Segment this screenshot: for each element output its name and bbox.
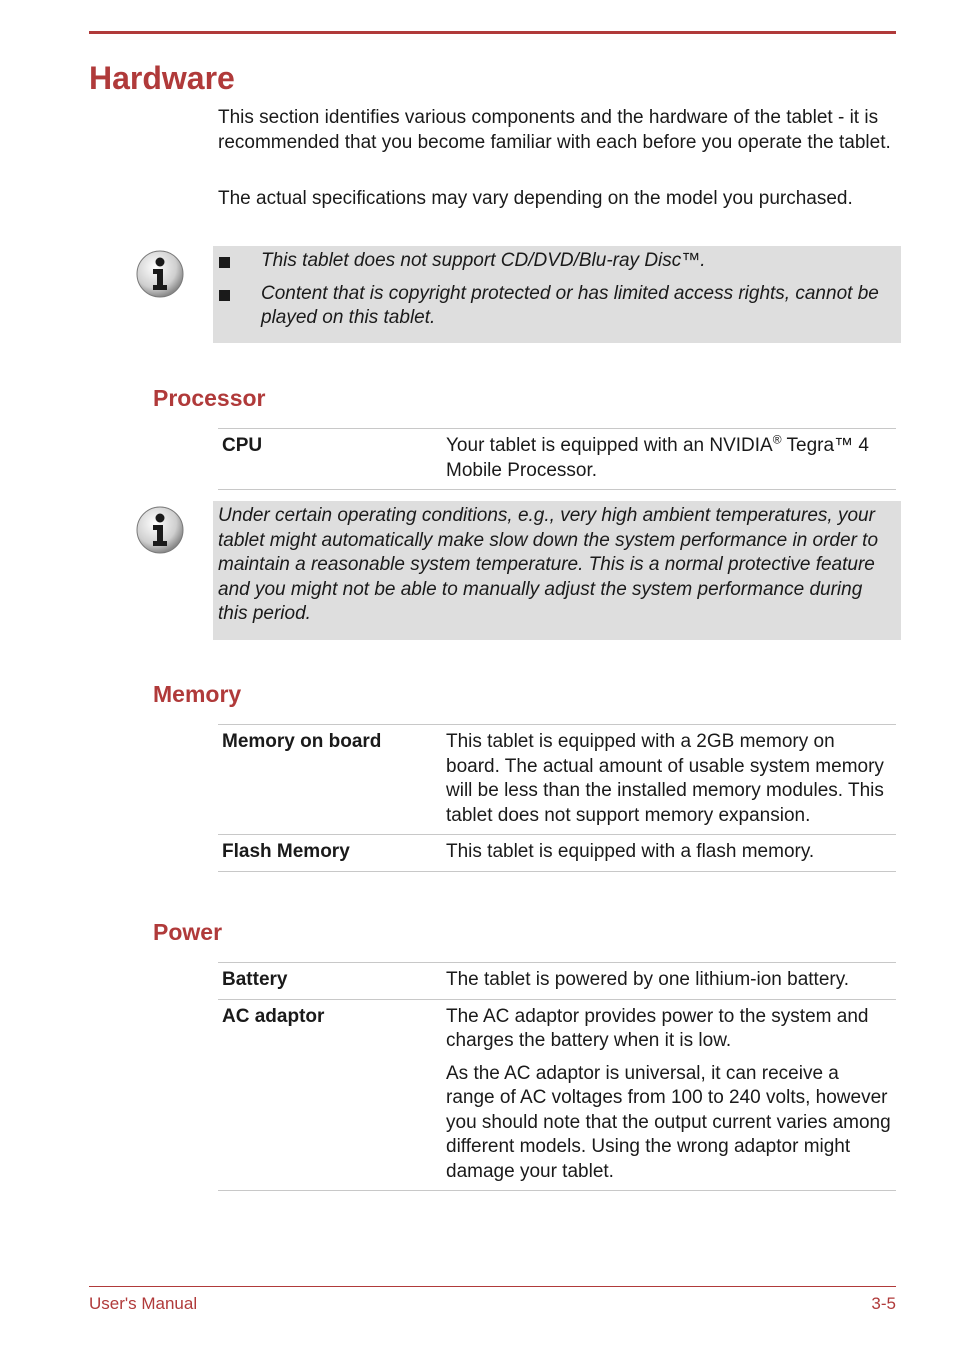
ac-adaptor-paragraph-2: As the AC adaptor is universal, it can receive a range of AC voltages from 100 to 240 volts, however you should note that the output current varies among different models. Using the wrong adaptor might damage your tablet. bbox=[446, 1062, 891, 1182]
power-table bbox=[218, 962, 896, 1191]
cpu-text-tail: Tegra™ 4 Mobile Processor. bbox=[446, 435, 869, 481]
battery-description: The tablet is powered by one lithium-ion battery. bbox=[442, 963, 896, 1000]
section-heading-memory: Memory bbox=[153, 681, 242, 707]
section-heading-processor: Processor bbox=[153, 385, 266, 411]
footer-manual-title: User's Manual bbox=[89, 1294, 198, 1313]
table-row bbox=[218, 725, 896, 835]
info-icon bbox=[135, 249, 185, 299]
square-bullet-icon bbox=[219, 290, 230, 301]
processor-note-text: Under certain operating conditions, e.g., very high ambient temperatures, your tablet might automatically make slow down the system performance in order to maintain a reasonable system temperature. This is a normal protective feature and you might not be able to manually adjust the system performance during this period. bbox=[218, 505, 879, 624]
battery-label: Battery bbox=[218, 963, 442, 1000]
table-row bbox=[218, 429, 896, 490]
intro-paragraph-2: The actual specifications may vary depending on the model you purchased. bbox=[218, 188, 853, 209]
memory-on-board-description: This tablet is equipped with a 2GB memory on board. The actual amount of usable system memory will be less than the installed memory modules. This tablet does not support memory expansion. bbox=[442, 725, 896, 835]
top-rule bbox=[89, 31, 896, 34]
note-box-processor bbox=[213, 501, 901, 640]
ac-adaptor-label: AC adaptor bbox=[218, 999, 442, 1191]
footer-page-number: 3-5 bbox=[871, 1294, 896, 1313]
memory-table bbox=[218, 724, 896, 872]
flash-memory-label: Flash Memory bbox=[218, 835, 442, 872]
info-icon bbox=[135, 505, 185, 555]
note-box-disc bbox=[213, 246, 901, 343]
note-item-text: This tablet does not support CD/DVD/Blu-ray Disc™. bbox=[261, 250, 706, 271]
table-row bbox=[218, 835, 896, 872]
square-bullet-icon bbox=[219, 257, 230, 268]
table-row bbox=[218, 963, 896, 1000]
note-list-item bbox=[213, 249, 901, 274]
cpu-label: CPU bbox=[218, 429, 442, 490]
cpu-text: Your tablet is equipped with an NVIDIA bbox=[446, 435, 773, 456]
page-title: Hardware bbox=[89, 60, 235, 96]
memory-on-board-label: Memory on board bbox=[218, 725, 442, 835]
flash-memory-description: This tablet is equipped with a flash memory. bbox=[442, 835, 896, 872]
intro-paragraph-1: This section identifies various components and the hardware of the tablet - it is recommended that you become familiar with each before you operate the tablet. bbox=[218, 107, 891, 153]
table-row bbox=[218, 999, 896, 1191]
note-list-item bbox=[213, 282, 901, 331]
footer-rule bbox=[89, 1286, 896, 1287]
ac-adaptor-description bbox=[442, 999, 896, 1191]
ac-adaptor-paragraph-1: The AC adaptor provides power to the system and charges the battery when it is low. bbox=[446, 1005, 869, 1051]
registered-mark: ® bbox=[772, 432, 782, 447]
cpu-description bbox=[442, 429, 896, 490]
processor-table bbox=[218, 428, 896, 490]
section-heading-power: Power bbox=[153, 919, 223, 945]
note-item-text: Content that is copyright protected or has limited access rights, cannot be played on this tablet. bbox=[261, 282, 879, 328]
